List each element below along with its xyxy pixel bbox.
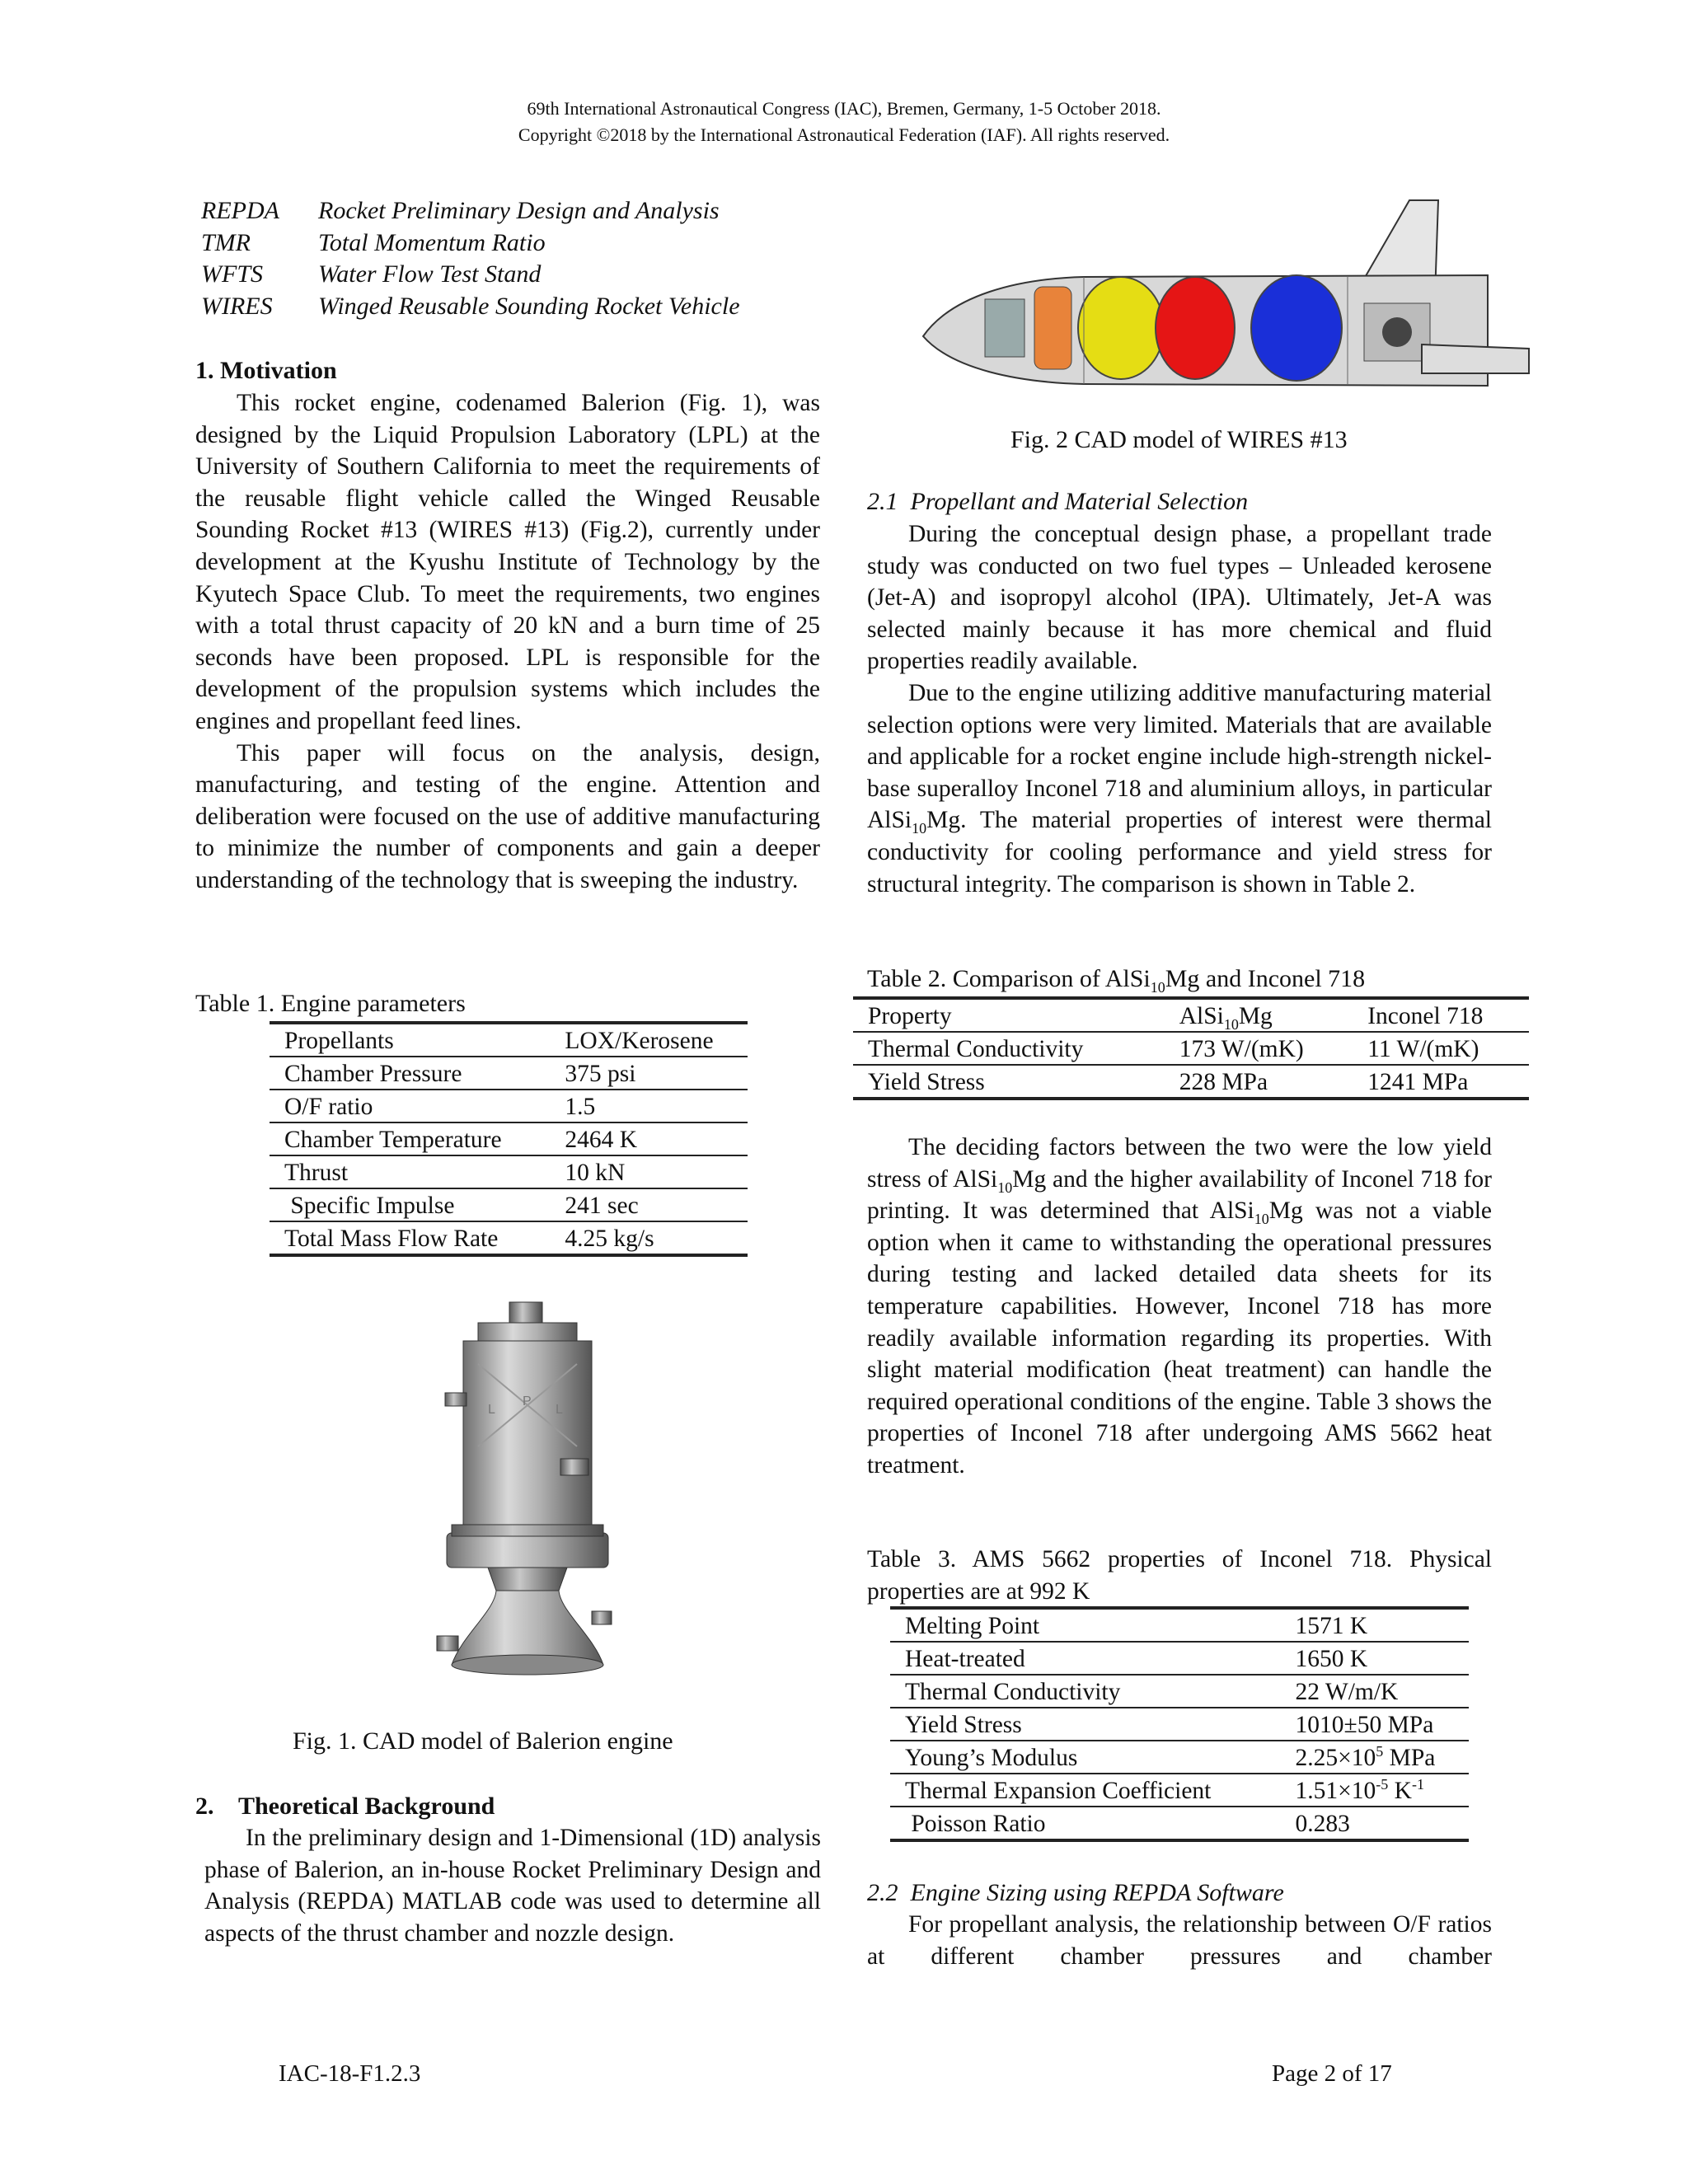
table3-caption — [867, 1544, 1492, 1607]
table-cell: Propellants — [270, 1023, 550, 1057]
text-run: 1.51×10 — [1295, 1778, 1376, 1804]
table-cell: Poisson Ratio — [890, 1807, 1281, 1840]
fig1-caption: Fig. 1. CAD model of Balerion engine — [293, 1727, 673, 1755]
superscript: 5 — [1376, 1743, 1384, 1760]
abbreviation-definition: Water Flow Test Stand — [318, 260, 542, 288]
subscript: 10 — [1254, 1211, 1269, 1228]
table-row — [890, 1708, 1469, 1741]
section-heading-propellant-material: 2.1 Propellant and Material Selection — [867, 488, 1249, 515]
table-row — [890, 1675, 1469, 1708]
table-cell: Specific Impulse — [270, 1188, 550, 1221]
table-cell: 228 MPa — [1165, 1065, 1353, 1099]
text-run: AlSi — [1179, 1003, 1224, 1029]
fig2-caption: Fig. 2 CAD model of WIRES #13 — [1010, 426, 1348, 453]
subscript: 10 — [997, 1179, 1013, 1196]
superscript: -1 — [1411, 1776, 1424, 1793]
table-cell: Thermal Conductivity — [890, 1675, 1281, 1708]
table-cell: Thermal Expansion Coefficient — [890, 1774, 1281, 1807]
footer-page-number: Page 2 of 17 — [1272, 2060, 1392, 2087]
table-cell: LOX/Kerosene — [550, 1023, 748, 1057]
text-run: Mg — [1238, 1003, 1273, 1029]
table-cell: Yield Stress — [853, 1065, 1165, 1099]
table-cell: 0.283 — [1281, 1807, 1469, 1840]
table-cell — [1281, 1741, 1469, 1774]
abbreviation-row — [201, 227, 860, 260]
table-row — [890, 1774, 1469, 1807]
table-header-cell — [1165, 998, 1353, 1032]
table-cell: Total Mass Flow Rate — [270, 1221, 550, 1255]
motivation-body — [195, 387, 820, 897]
propellant-material-body — [867, 518, 1492, 900]
table-row — [270, 1221, 748, 1255]
table-header-cell: Property — [853, 998, 1165, 1032]
balerion-engine-figure — [412, 1298, 643, 1685]
table-row — [890, 1807, 1469, 1840]
engine-sizing-body — [867, 1909, 1492, 1972]
section-heading-motivation: 1. Motivation — [195, 357, 337, 384]
section-heading-theoretical-background: 2. Theoretical Background — [195, 1793, 495, 1820]
conference-header — [0, 96, 1688, 148]
table-cell: 375 psi — [550, 1057, 748, 1090]
table-cell: 11 W/(mK) — [1353, 1032, 1529, 1065]
table-row — [270, 1090, 748, 1122]
material-comparison-table — [853, 996, 1529, 1100]
table-cell: Melting Point — [890, 1608, 1281, 1642]
inconel-properties-table — [890, 1606, 1469, 1842]
abbreviation-row — [201, 259, 860, 291]
table-cell: Chamber Pressure — [270, 1057, 550, 1090]
paragraph: This rocket engine, codenamed Balerion (Fig. 1), was designed by the Liquid Propulsion Laboratory (LPL) at the University of Southern California to meet the requirements of the reusable flight vehicle called the Winged Reusable Sounding Rocket #13 (WIRES #13) (Fig.2), currently under development at the Kyushu Institute of Technology by the Kyutech Space Club. To meet the requirements, two engines with a total thrust capacity of 20 kN and a burn time of 25 seconds have been proposed. LPL is responsible for the development of the propulsion systems which includes the engines and propellant feed lines. — [195, 390, 820, 734]
wires-vehicle-figure — [919, 196, 1533, 406]
caption-text: Table 2. Comparison of AlSi — [867, 965, 1151, 992]
subscript: 10 — [1150, 979, 1165, 996]
abbreviation-row — [201, 291, 860, 323]
subscript: 10 — [1223, 1015, 1239, 1033]
table-cell: Yield Stress — [890, 1708, 1281, 1741]
text-run: The deciding factors between the two were the low yield stress of AlSi — [867, 1134, 1492, 1193]
paragraph — [867, 677, 1492, 900]
abbreviation: TMR — [201, 228, 251, 256]
text-run: Mg and the higher availability of Inconel 718 for printing. It was determined that AlSi — [867, 1165, 1492, 1225]
abbreviation-definition: Total Momentum Ratio — [318, 228, 546, 256]
table-cell: Heat-treated — [890, 1642, 1281, 1675]
abbreviation-definition: Winged Reusable Sounding Rocket Vehicle — [318, 292, 740, 320]
table-cell: 1650 K — [1281, 1642, 1469, 1675]
text-run: K — [1388, 1778, 1412, 1804]
text-run: Mg was not a viable option when it came to withstanding the operational pressures during testing and lacked detailed data sheets for its temperature capabilities. However, Inconel 718 has more readily available information regarding its properties. With slight material modification (heat treatment) can handle the required operational conditions of the engine. Table 3 shows the properties of Inconel 718 after undergoing AMS 5662 heat treatment. — [867, 1197, 1492, 1479]
table-cell: O/F ratio — [270, 1090, 550, 1122]
table-cell: 173 W/(mK) — [1165, 1032, 1353, 1065]
table-cell: 4.25 kg/s — [550, 1221, 748, 1255]
table-cell: 1571 K — [1281, 1608, 1469, 1642]
table-cell: 1.5 — [550, 1090, 748, 1122]
table-row — [270, 1057, 748, 1090]
table-row — [853, 1032, 1529, 1065]
header-line-2: Copyright ©2018 by the International Astronautical Federation (IAF). All rights reserved. — [518, 124, 1170, 145]
table-cell: 241 sec — [550, 1188, 748, 1221]
table-cell: Chamber Temperature — [270, 1122, 550, 1155]
table-cell: 1241 MPa — [1353, 1065, 1529, 1099]
abbreviation-definition: Rocket Preliminary Design and Analysis — [318, 197, 720, 224]
section-heading-engine-sizing: 2.2 Engine Sizing using REPDA Software — [867, 1879, 1284, 1906]
footer-paper-id: IAC-18-F1.2.3 — [279, 2060, 421, 2087]
paragraph: In the preliminary design and 1-Dimensional (1D) analysis phase of Balerion, an in-house Rocket Preliminary Design and Analysis (REPDA) MATLAB code was used to determine all aspects of the thrust chamber and nozzle design. — [204, 1825, 821, 1947]
table-header-row — [853, 998, 1529, 1032]
table-row — [853, 1065, 1529, 1099]
caption-text: Table 3. AMS 5662 properties of Inconel 718. Physical properties are at 992 K — [867, 1546, 1492, 1605]
table1-caption: Table 1. Engine parameters — [195, 990, 466, 1017]
table-cell: 22 W/m/K — [1281, 1675, 1469, 1708]
table-row — [270, 1023, 748, 1057]
subscript: 10 — [912, 820, 927, 837]
abbreviation: REPDA — [201, 197, 279, 224]
table-row — [890, 1642, 1469, 1675]
abbreviation-list — [201, 195, 860, 322]
logo-letter: L — [556, 1403, 563, 1417]
text-run: Mg. The material properties of interest were thermal conductivity for cooling performance and yield stress for structural integrity. The comparison is shown in Table 2. — [867, 807, 1492, 898]
abbreviation: WIRES — [201, 292, 273, 320]
text-run: MPa — [1383, 1745, 1436, 1771]
abbreviation: WFTS — [201, 260, 263, 288]
text-run: Due to the engine utilizing additive manufacturing material selection options were very limited. Materials that are available and applicable for a rocket engine include high-strength nickel-base superalloy Inconel 718 and aluminium alloys, in particular AlSi — [867, 679, 1492, 834]
caption-text: Mg and Inconel 718 — [1165, 965, 1366, 992]
abbreviation-row — [201, 195, 860, 227]
logo-letter: L — [488, 1403, 495, 1417]
material-decision-body — [867, 1132, 1492, 1482]
text-run: 2.25×10 — [1295, 1745, 1376, 1771]
table-row — [270, 1155, 748, 1188]
table-row — [890, 1608, 1469, 1642]
table-row — [890, 1741, 1469, 1774]
theoretical-background-body — [204, 1822, 821, 1949]
table-cell: 2464 K — [550, 1122, 748, 1155]
table-row — [270, 1188, 748, 1221]
paragraph — [867, 1132, 1492, 1482]
table-cell — [1281, 1774, 1469, 1807]
engine-parameters-table — [270, 1021, 748, 1257]
table-cell: 1010±50 MPa — [1281, 1708, 1469, 1741]
paragraph: This paper will focus on the analysis, design, manufacturing, and testing of the engine. Attention and deliberation were focused on the use of additive manufacturing to minimize the number of components and gain a deeper understanding of the technology that is sweeping the industry. — [195, 739, 820, 893]
table-cell: Thrust — [270, 1155, 550, 1188]
superscript: -5 — [1376, 1776, 1389, 1793]
logo-letter: P — [523, 1394, 532, 1408]
table-header-cell: Inconel 718 — [1353, 998, 1529, 1032]
header-line-1: 69th International Astronautical Congress (IAC), Bremen, Germany, 1-5 October 2018. — [527, 98, 1161, 119]
table-cell: 10 kN — [550, 1155, 748, 1188]
table-cell: Thermal Conductivity — [853, 1032, 1165, 1065]
table-cell: Young’s Modulus — [890, 1741, 1281, 1774]
paragraph: During the conceptual design phase, a propellant trade study was conducted on two fuel types – Unleaded kerosene (Jet-A) and isopropyl alcohol (IPA). Ultimately, Jet-A was selected mainly because it has more chemical and fluid properties readily available. — [867, 521, 1492, 675]
table2-caption — [867, 963, 1365, 995]
paragraph: For propellant analysis, the relationship between O/F ratios at different chamber pressures and chamber — [867, 1911, 1492, 1970]
table-row — [270, 1122, 748, 1155]
